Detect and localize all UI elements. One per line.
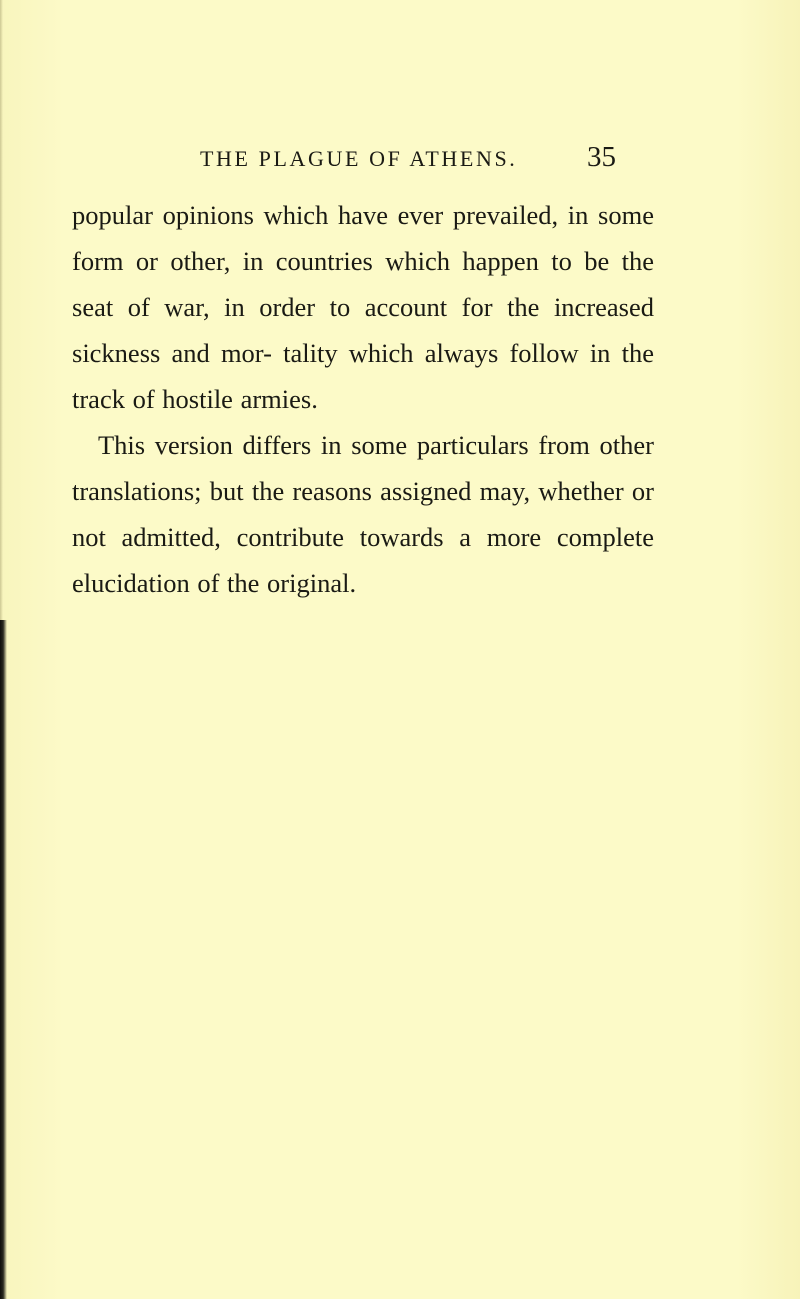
page-edge-shadow [0,0,3,620]
running-head [0,140,800,180]
paragraph-2: This version differs in some particulars from other translations; but the reasons assigned may, whether or not admitted, contribute towards a more complete elucidation of the original. [72,430,654,598]
running-head-title: THE PLAGUE OF ATHENS. [200,146,518,171]
binding-edge [0,620,7,1299]
page-number: 35 [587,141,616,173]
body-text [72,192,654,606]
paragraph-1: popular opinions which have ever prevailed, in some form or other, in countries which happen to be the seat of war, in order to account for the increased sickness and mor- tality which always follow in the track of hostile armies. [72,200,654,414]
